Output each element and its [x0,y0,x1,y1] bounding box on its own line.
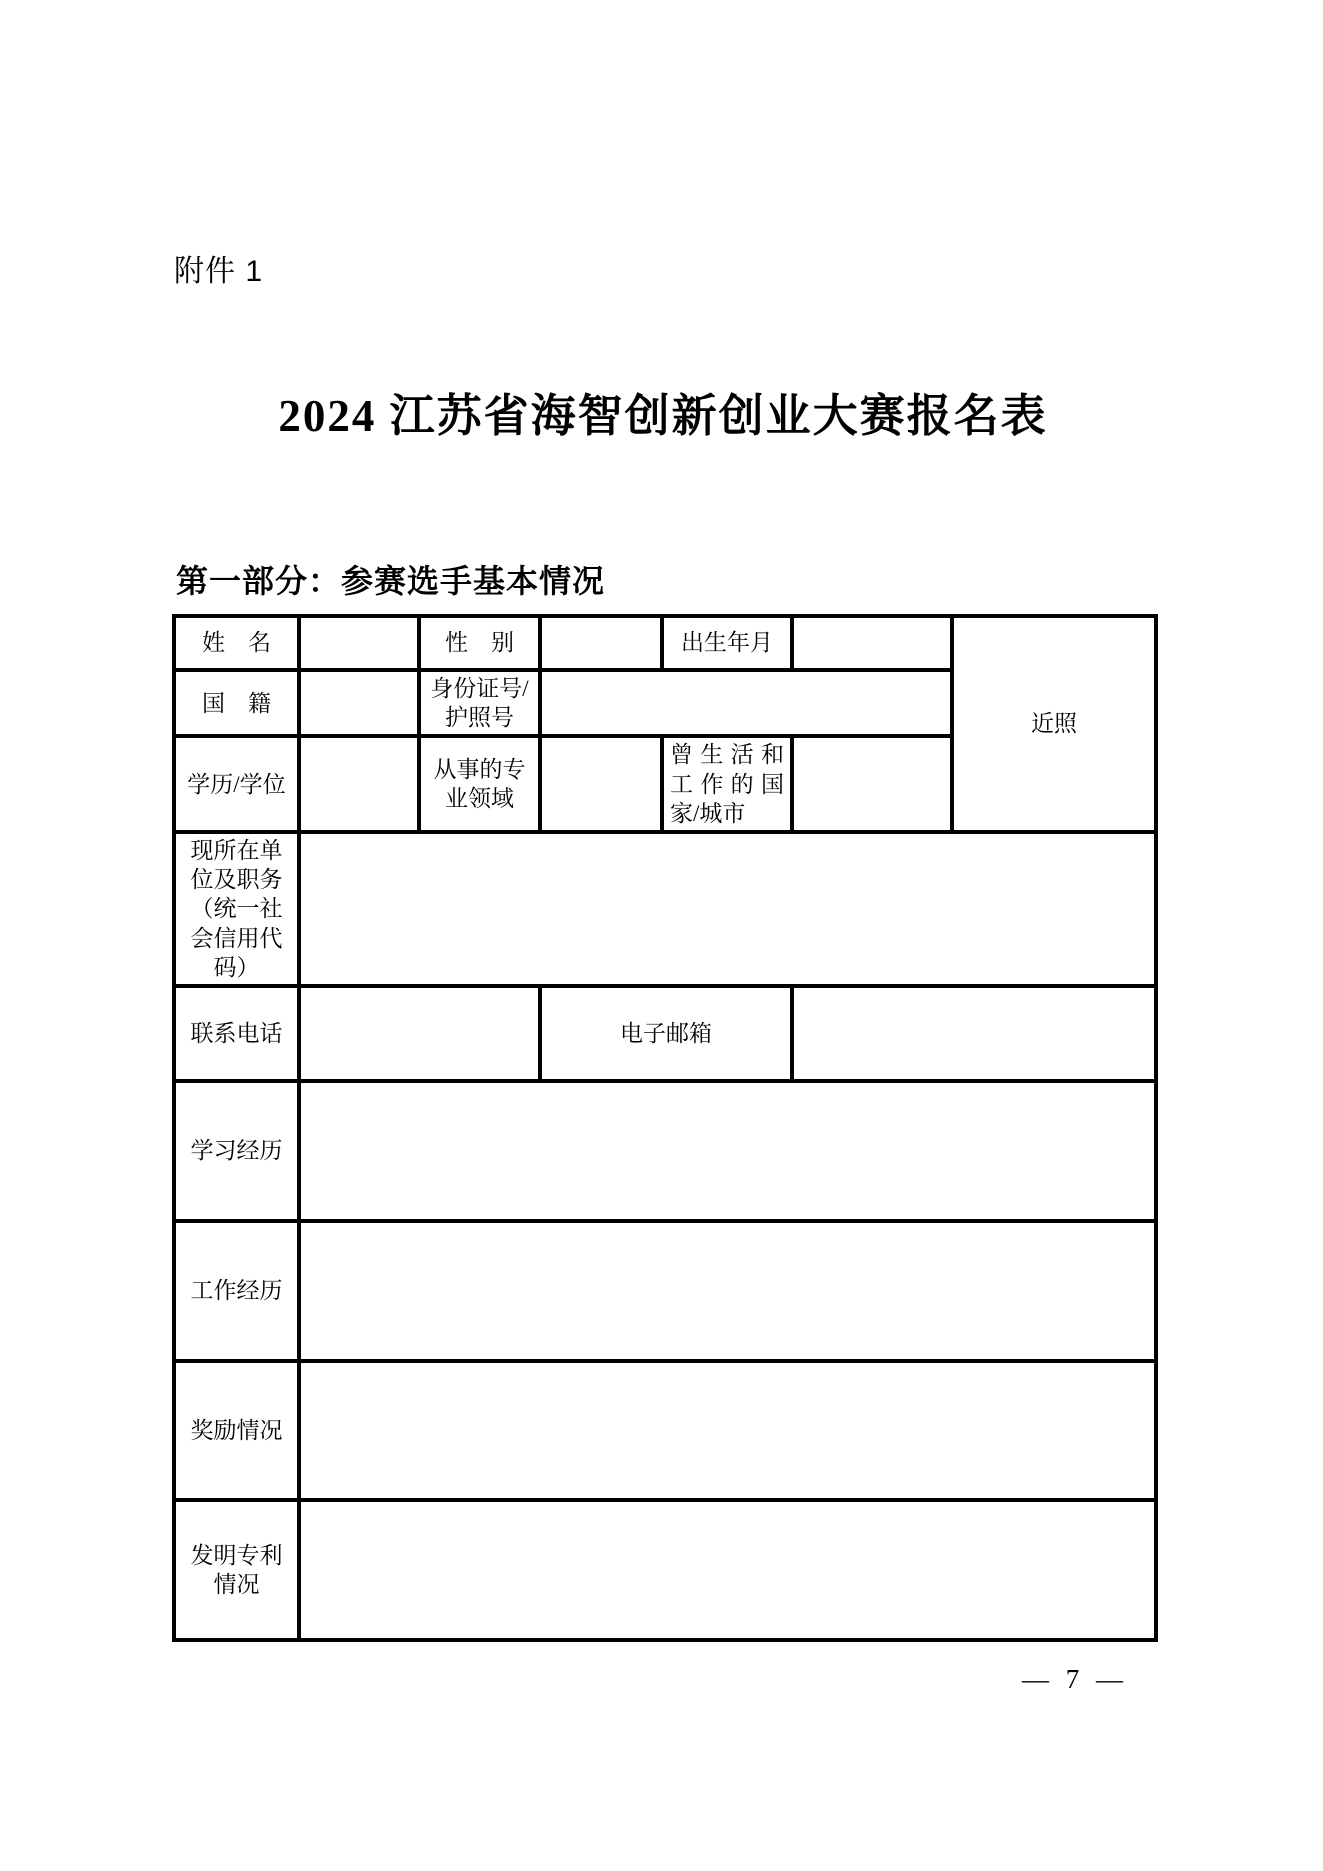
awards-input-cell[interactable] [299,1361,1156,1500]
photo-cell[interactable]: 近照 [952,616,1156,832]
table-row [174,1361,1156,1500]
form-title: 2024 江苏省海智创新创业大赛报名表 [278,391,1048,441]
page-number: — 7 — [1022,1664,1123,1694]
birth-date-input-cell[interactable] [792,616,952,670]
professional-field-input-cell[interactable] [540,736,662,832]
education-label: 学历/学位 [174,736,299,832]
table-row [174,616,1156,670]
table-row [174,832,1156,986]
gender-input-cell[interactable] [540,616,662,670]
nationality-label: 国 籍 [174,670,299,736]
name-input-cell[interactable] [299,616,419,670]
nationality-input-cell[interactable] [299,670,419,736]
study-history-input-cell[interactable] [299,1081,1156,1221]
table-row [174,1221,1156,1361]
applicant-info-table [172,614,1158,1642]
attachment-label: 附件 1 [174,255,264,288]
awards-label: 奖励情况 [174,1361,299,1500]
table-row [174,986,1156,1081]
phone-label: 联系电话 [174,986,299,1081]
birth-date-label: 出生年月 [662,616,792,670]
patents-label: 发明专利情况 [174,1500,299,1640]
patents-input-cell[interactable] [299,1500,1156,1640]
work-history-input-cell[interactable] [299,1221,1156,1361]
name-label: 姓 名 [174,616,299,670]
employer-input-cell[interactable] [299,832,1156,986]
employer-label: 现所在单位及职务（统一社会信用代码） [174,832,299,986]
email-input-cell[interactable] [792,986,1156,1081]
countries-input-cell[interactable] [792,736,952,832]
id-passport-input-cell[interactable] [540,670,952,736]
email-label: 电子邮箱 [540,986,792,1081]
professional-field-label: 从事的专业领域 [419,736,540,832]
education-input-cell[interactable] [299,736,419,832]
gender-label: 性 别 [419,616,540,670]
table-row [174,1500,1156,1640]
phone-input-cell[interactable] [299,986,540,1081]
countries-label: 曾生活和工作的国家/城市 [662,736,792,832]
table-row [174,1081,1156,1221]
id-passport-label: 身份证号/护照号 [419,670,540,736]
section-heading: 第一部分：参赛选手基本情况 [176,563,606,599]
work-history-label: 工作经历 [174,1221,299,1361]
study-history-label: 学习经历 [174,1081,299,1221]
